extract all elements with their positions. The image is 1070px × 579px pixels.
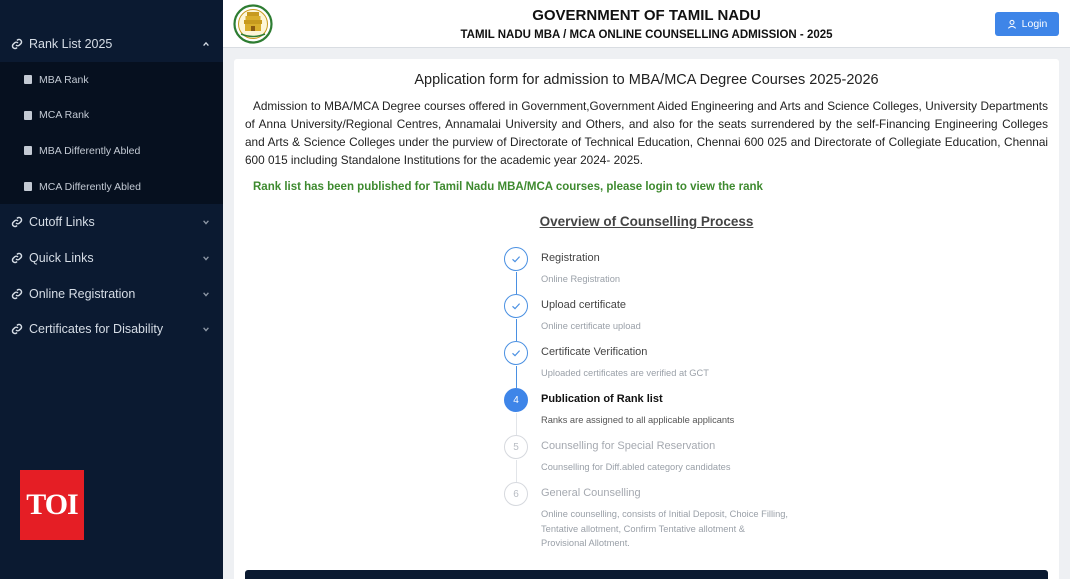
sidebar-item-quick-links[interactable] — [0, 240, 223, 276]
link-icon — [11, 323, 23, 335]
sidebar-item-rank-list[interactable] — [0, 26, 223, 62]
step-number-circle: 4 — [504, 388, 528, 412]
sidebar-item-cutoff-links[interactable] — [0, 204, 223, 240]
sidebar-item-label: MCA Rank — [39, 109, 90, 122]
page-header — [223, 0, 1070, 48]
check-icon — [510, 347, 522, 359]
sidebar-item-label: Online Registration — [29, 287, 136, 301]
sidebar-item-label: Quick Links — [29, 251, 94, 265]
sidebar-group-rank-list — [0, 26, 223, 204]
sidebar-group-online-registration — [0, 276, 223, 312]
rank-list-submenu — [0, 62, 223, 204]
step-description: Ranks are assigned to all applicable applicants — [541, 415, 735, 425]
user-icon — [1007, 19, 1017, 29]
step-check-circle — [504, 294, 528, 318]
step-description: Online certificate upload — [541, 321, 641, 331]
counselling-steps — [504, 247, 804, 557]
step-connector — [516, 413, 517, 435]
check-icon — [510, 300, 522, 312]
overview-title: Overview of Counselling Process — [539, 214, 754, 229]
step-title: Counselling for Special Reservation — [541, 440, 716, 452]
form-title: Application form for admission to MBA/MCA Degree Courses 2025-2026 — [414, 72, 879, 88]
document-icon — [24, 75, 32, 84]
rank-list-notice: Rank list has been published for Tamil Nadu MBA/MCA courses, please login to view the rank — [253, 181, 763, 193]
step-title: Upload certificate — [541, 299, 626, 311]
step-description: Uploaded certificates are verified at GCT — [541, 368, 709, 378]
link-icon — [11, 38, 23, 50]
sidebar-item-label: MBA Rank — [39, 73, 89, 86]
chevron-down-icon — [202, 254, 210, 262]
step-title: Publication of Rank list — [541, 393, 663, 405]
sidebar-item-mca-differently-abled[interactable] — [0, 169, 223, 205]
step-connector — [516, 366, 517, 388]
link-icon — [11, 288, 23, 300]
sidebar-item-label: Rank List 2025 — [29, 37, 113, 51]
bottom-dark-bar — [245, 570, 1048, 579]
sidebar-item-certificates-for-disability[interactable] — [0, 311, 223, 347]
chevron-up-icon — [202, 40, 210, 48]
step-title: Registration — [541, 252, 600, 264]
sidebar-item-label: MCA Differently Abled — [39, 180, 141, 193]
sidebar-item-label: Certificates for Disability — [29, 322, 164, 336]
document-icon — [24, 111, 32, 120]
chevron-down-icon — [202, 325, 210, 333]
main-content-card — [234, 59, 1059, 579]
login-button-label: Login — [1021, 18, 1048, 30]
header-subtitle: TAMIL NADU MBA / MCA ONLINE COUNSELLING ADMISSION - 2025 — [460, 29, 833, 41]
step-number-circle: 5 — [504, 435, 528, 459]
sidebar-item-label: MBA Differently Abled — [39, 144, 141, 157]
chevron-down-icon — [202, 290, 210, 298]
step-connector — [516, 272, 517, 294]
sidebar-item-online-registration[interactable] — [0, 276, 223, 312]
document-icon — [24, 146, 32, 155]
step-description: Counselling for Diff.abled category candidates — [541, 462, 731, 472]
header-title: GOVERNMENT OF TAMIL NADU — [532, 7, 761, 24]
toi-watermark-logo — [20, 470, 84, 540]
login-button[interactable] — [995, 12, 1059, 36]
link-icon — [11, 216, 23, 228]
sidebar-item-mba-rank[interactable] — [0, 62, 223, 98]
sidebar-item-mca-rank[interactable] — [0, 98, 223, 134]
sidebar-item-label: Cutoff Links — [29, 215, 95, 229]
intro-paragraph: Admission to MBA/MCA Degree courses offered in Government,Government Aided Engineering and Arts and Science Colleges, University Departments of Anna University/Regional Centres, Annamalai University and Others, and also for the seats surrendered by the self-Financing Engineering Colleges and Arts & Science Colleges under the purview of Directorate of Technical Education, Chennai 600 025 and Directorate of Collegiate Education, Chennai 600 015 including Standalone Institutions for the academic year 2024- 2025. — [245, 99, 1048, 167]
step-title: General Counselling — [541, 487, 641, 499]
step-description: Online Registration — [541, 274, 621, 284]
sidebar-group-certificates — [0, 311, 223, 347]
step-description: Online counselling, consists of Initial Deposit, Choice Filling, Tentative allotment, Confirm Tentative allotment & Provisional Allotment. — [541, 509, 789, 548]
link-icon — [11, 252, 23, 264]
sidebar — [0, 0, 223, 579]
step-number-circle: 6 — [504, 482, 528, 506]
step-check-circle — [504, 341, 528, 365]
chevron-down-icon — [202, 218, 210, 226]
sidebar-item-mba-differently-abled[interactable] — [0, 133, 223, 169]
step-connector — [516, 460, 517, 482]
step-connector — [516, 319, 517, 341]
toi-logo-text: TOI — [26, 488, 78, 521]
document-icon — [24, 182, 32, 191]
sidebar-group-cutoff-links — [0, 204, 223, 240]
step-check-circle — [504, 247, 528, 271]
check-icon — [510, 253, 522, 265]
step-title: Certificate Verification — [541, 346, 648, 358]
sidebar-group-quick-links — [0, 240, 223, 276]
